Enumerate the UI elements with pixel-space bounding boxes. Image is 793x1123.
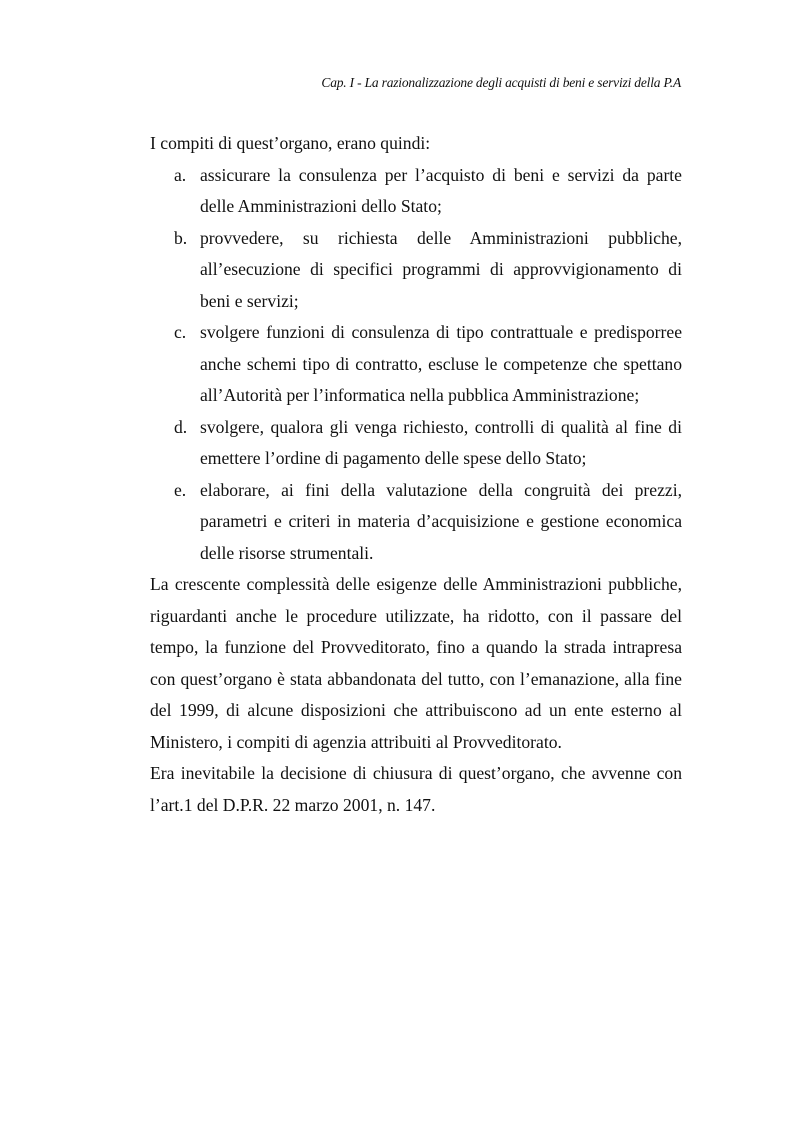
list-marker: c. (174, 322, 187, 342)
list-item-e (150, 475, 682, 570)
list-marker: e. (174, 479, 187, 500)
paragraph: La crescente complessità delle esigenze delle Amministrazioni pubbliche, riguardanti anche le procedure utilizzate, ha ridotto, con il passare del tempo, la funzione del Provveditorato, fino a quando la strada intrapresa con quest’organo è stata abbandonata del tutto, con l’emanazione, alla fine del 1999, di alcune disposizioni che attribuiscono ad un ente esterno al Ministero, i compiti di agenzia attribuiti al Provveditorato. (150, 574, 682, 752)
paragraph: Era inevitabile la decisione di chiusura di quest’organo, che avvenne con l’art.1 del D.P.R. 22 marzo 2001, n. 147. (150, 763, 682, 815)
list-item-text: svolgere, qualora gli venga richiesto, controlli di qualità al fine di emettere l’ordine di pagamento delle spese dello Stato; (200, 416, 682, 468)
list-item-text: provvedere, su richiesta delle Amministrazioni pubbliche, all’esecuzione di specifici programmi di approvvigionamento di beni e servizi; (200, 227, 682, 311)
body-text (150, 128, 682, 821)
list-item-text: assicurare la consulenza per l’acquisto di beni e servizi da parte delle Amministrazioni dello Stato; (200, 164, 682, 216)
list-item-b (150, 223, 682, 318)
list-item-text: svolgere funzioni di consulenza di tipo contrattuale e predisporree anche schemi tipo di contratto, escluse le competenze che spettano all’Autorità per l’informatica nella pubblica Amministrazione; (200, 322, 682, 405)
list-marker: d. (174, 416, 188, 437)
list-item-a (150, 160, 682, 223)
list-marker: b. (174, 227, 188, 248)
duties-list (150, 160, 682, 570)
running-header: Cap. I - La razionalizzazione degli acquisti di beni e servizi della P.A (321, 75, 681, 90)
intro-sentence: I compiti di quest’organo, erano quindi: (150, 133, 431, 153)
list-item-d (150, 412, 682, 475)
list-marker: a. (174, 164, 187, 185)
list-item-c (150, 317, 682, 412)
list-item-text: elaborare, ai fini della valutazione della congruità dei prezzi, parametri e criteri in materia d’acquisizione e gestione economica delle risorse strumentali. (200, 479, 682, 563)
